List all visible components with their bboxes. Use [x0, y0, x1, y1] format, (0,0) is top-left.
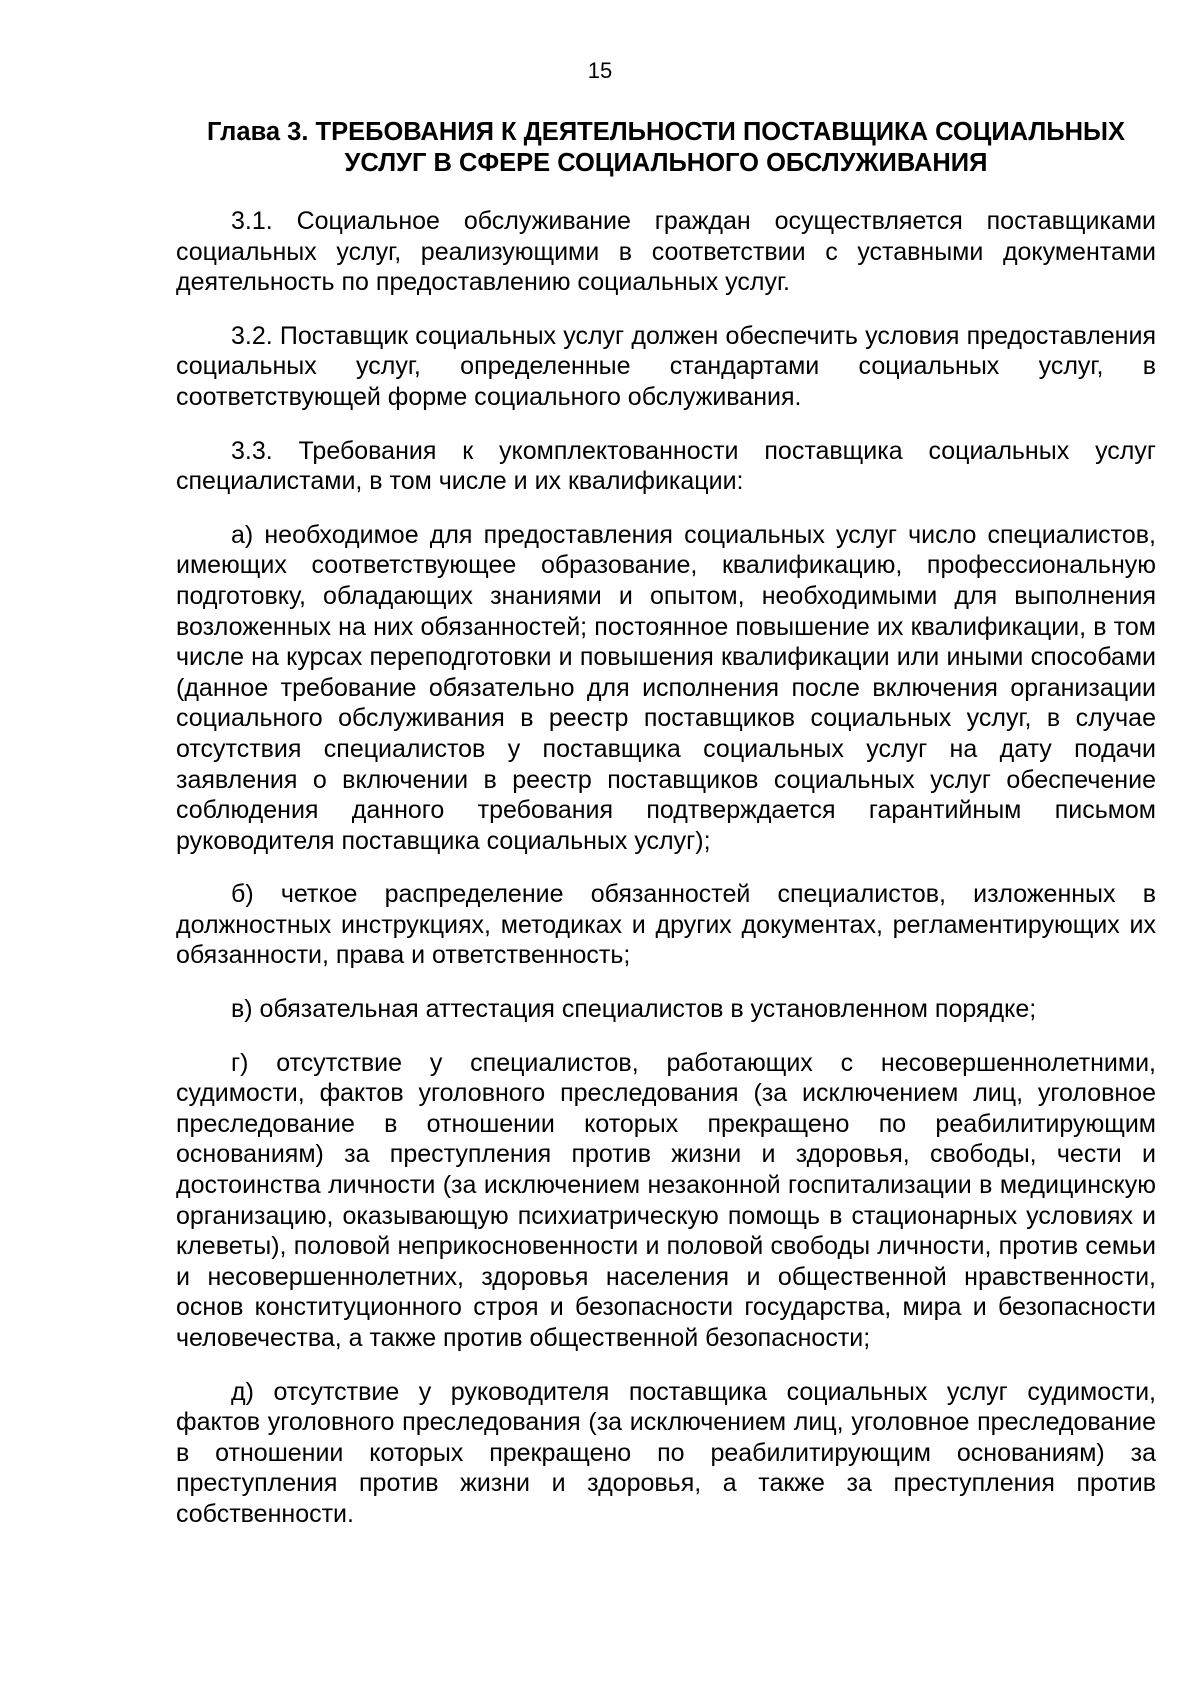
chapter-title: [176, 117, 1156, 179]
page-number: 15: [587, 58, 613, 83]
paragraph-item-b: б) четкое распределение обязанностей специалистов, изложенных в должностных инструкциях, методиках и других документах, регламентирующих их обязанности, права и ответственность;: [176, 880, 1156, 970]
paragraph-item-g: г) отсутствие у специалистов, работающих с несовершеннолетними, судимости, фактов уголовного преследования (за исключением лиц, уголовное преследование в отношении которых прекращено по реабилитирующим основаниям) за преступления против жизни и здоровья, свободы, чести и достоинства личности (за исключением незаконной госпитализации в медицинскую организацию, оказывающую психиатрическую помощь в стационарных условиях и клеветы), половой неприкосновенности и половой свободы личности, против семьи и несовершеннолетних, здоровья населения и общественной нравственности, основ конституционного строя и безопасности государства, мира и безопасности человечества, а также против общественной безопасности;: [176, 1048, 1156, 1352]
paragraph-item-v: в) обязательная аттестация специалистов в установленном порядке;: [231, 995, 1037, 1024]
paragraph-item-a: а) необходимое для предоставления социальных услуг число специалистов, имеющих соответствующее образование, квалификацию, профессиональную подготовку, обладающих знаниями и опытом, необходимыми для выполнения возложенных на них обязанностей; постоянное повышение их квалификации, в том числе на курсах переподготовки и повышения квалификации или иными способами (данное требование обязательно для исполнения после включения организации социального обслуживания в реестр поставщиков социальных услуг, в случае отсутствия специалистов у поставщика социальных услуг на дату подачи заявления о включении в реестр поставщиков социальных услуг обеспечение соблюдения данного требования подтверждается гарантийным письмом руководителя поставщика социальных услуг);: [176, 520, 1156, 855]
chapter-body: [176, 206, 1156, 1553]
chapter-title-line-1: Глава 3. ТРЕБОВАНИЯ К ДЕЯТЕЛЬНОСТИ ПОСТАВЩИКА СОЦИАЛЬНЫХ: [207, 118, 1125, 146]
paragraph-3-1: 3.1. Социальное обслуживание граждан осуществляется поставщиками социальных услуг, реализующими в соответствии с уставными документами деятельность по предоставлению социальных услуг.: [176, 207, 1156, 297]
paragraph-item-d: д) отсутствие у руководителя поставщика социальных услуг судимости, фактов уголовного преследования (за исключением лиц, уголовное преследование в отношении которых прекращено по реабилитирующим основаниям) за преступления против жизни и здоровья, а также за преступления против собственности.: [176, 1377, 1156, 1528]
paragraph-3-3: 3.3. Требования к укомплектованности поставщика социальных услуг специалистами, в том числе и их квалификации:: [176, 436, 1156, 496]
chapter-title-line-2: УСЛУГ В СФЕРЕ СОЦИАЛЬНОГО ОБСЛУЖИВАНИЯ: [344, 149, 988, 177]
paragraph-3-2: 3.2. Поставщик социальных услуг должен обеспечить условия предоставления социальных услуг, определенные стандартами социальных услуг, в соответствующей форме социального обслуживания.: [176, 321, 1156, 411]
